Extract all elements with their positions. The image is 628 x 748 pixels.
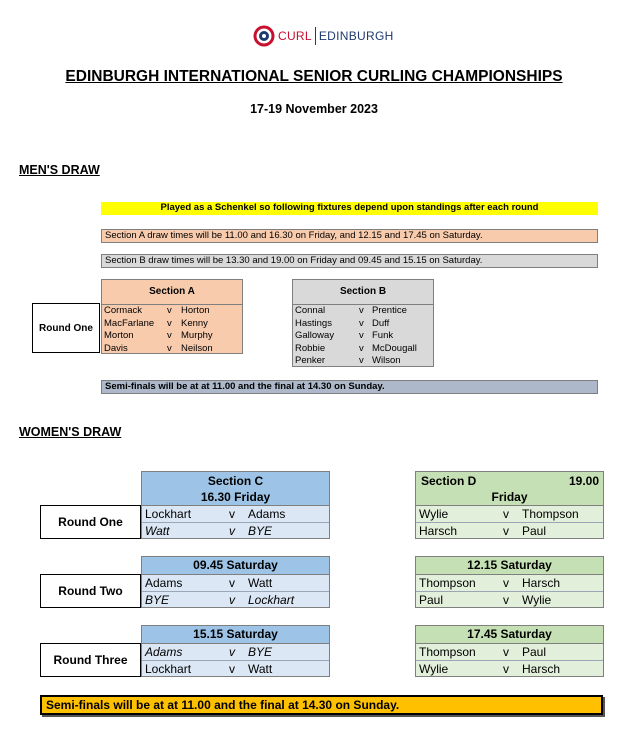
section-c-title: Section C	[207, 474, 264, 488]
section-d-round-three-time: 17.45 Saturday	[416, 626, 603, 644]
page-title: EDINBURGH INTERNATIONAL SENIOR CURLING CHAMPIONSHIPS	[65, 68, 563, 85]
team-home: Wylie	[419, 507, 449, 521]
womens-section-c-round-three	[141, 625, 330, 677]
versus: v	[359, 330, 364, 341]
womens-section-d-round-one	[415, 471, 604, 539]
team-home: Connal	[295, 305, 326, 316]
logo-divider	[315, 27, 316, 45]
versus: v	[167, 305, 172, 316]
team-home: Cormack	[104, 305, 143, 316]
section-c-round-two-time: 09.45 Saturday	[142, 557, 329, 575]
section-c-header	[142, 472, 329, 506]
team-away: Neilson	[181, 342, 213, 354]
table-row	[142, 644, 329, 661]
womens-section-c-round-two	[141, 556, 330, 608]
table-row	[416, 523, 603, 540]
mens-section-a-table	[101, 279, 243, 354]
team-away: Watt	[248, 576, 273, 590]
team-away: Adams	[248, 507, 286, 521]
versus: v	[229, 593, 235, 607]
womens-semis-note: Semi-finals will be at at 11.00 and the final at 14.30 on Sunday.	[40, 695, 603, 715]
curling-target-icon	[253, 25, 275, 47]
team-home: Lockhart	[145, 662, 192, 676]
team-home: Watt	[145, 524, 170, 538]
team-home: MacFarlane	[104, 317, 155, 329]
team-home: Morton	[104, 330, 134, 341]
versus: v	[503, 524, 509, 538]
womens-section-d-round-two	[415, 556, 604, 608]
table-row	[416, 575, 603, 592]
mens-section-b-table	[292, 279, 434, 367]
team-away: Murphy	[181, 330, 213, 341]
table-row	[293, 343, 433, 356]
table-row	[142, 523, 329, 540]
team-home: Davis	[104, 342, 128, 354]
table-row	[142, 575, 329, 592]
team-home: Lockhart	[145, 507, 192, 521]
mens-semis-note: Semi-finals will be at at 11.00 and the final at 14.30 on Sunday.	[101, 380, 598, 394]
table-row	[142, 592, 329, 609]
team-home: Harsch	[419, 524, 458, 538]
team-away: Harsch	[522, 576, 561, 590]
versus: v	[359, 317, 364, 329]
schenkel-note: Played as a Schenkel so following fixtures depend upon standings after each round	[101, 202, 598, 215]
mens-draw-heading: MEN'S DRAW	[19, 163, 100, 177]
table-row	[102, 343, 242, 356]
table-row	[293, 305, 433, 318]
section-a-title: Section A	[102, 280, 242, 305]
team-home: Thompson	[419, 576, 476, 590]
team-home: Thompson	[419, 645, 476, 659]
section-d-time: 19.00	[568, 474, 599, 488]
team-away: BYE	[248, 524, 273, 538]
team-home: Penker	[295, 355, 326, 366]
team-away: Funk	[372, 330, 394, 341]
section-d-header	[416, 472, 603, 506]
team-home: Galloway	[295, 330, 335, 341]
team-home: BYE	[145, 593, 170, 607]
table-row	[142, 661, 329, 678]
versus: v	[359, 355, 364, 366]
versus: v	[503, 662, 509, 676]
team-home: Paul	[419, 593, 444, 607]
team-away: Thompson	[522, 507, 579, 521]
section-a-times-note: Section A draw times will be 11.00 and 16.30 on Friday, and 12.15 and 17.45 on Saturday.	[101, 229, 598, 243]
womens-round-two-label: Round Two	[40, 574, 141, 608]
logo-text-edinburgh: EDINBURGH	[318, 29, 394, 43]
team-away: Prentice	[372, 305, 407, 316]
section-d-round-two-time: 12.15 Saturday	[416, 557, 603, 575]
versus: v	[229, 576, 235, 590]
section-c-round-three-time: 15.15 Saturday	[142, 626, 329, 644]
event-dates: 17-19 November 2023	[250, 102, 378, 116]
team-away: Lockhart	[248, 593, 295, 607]
table-row	[102, 318, 242, 331]
table-row	[293, 330, 433, 343]
table-row	[293, 355, 433, 368]
versus: v	[167, 330, 172, 341]
table-row	[416, 592, 603, 609]
table-row	[102, 305, 242, 318]
section-c-time: 16.30 Friday	[200, 490, 271, 504]
versus: v	[167, 317, 172, 329]
versus: v	[359, 342, 364, 354]
versus: v	[503, 645, 509, 659]
logo-text-curl: CURL	[278, 29, 312, 43]
team-away: Horton	[181, 305, 210, 316]
team-away: Harsch	[522, 662, 561, 676]
section-b-title: Section B	[293, 280, 433, 305]
womens-section-d-round-three	[415, 625, 604, 677]
team-away: Paul	[522, 524, 547, 538]
versus: v	[167, 342, 172, 354]
team-away: Duff	[372, 317, 390, 329]
versus: v	[229, 507, 235, 521]
team-home: Robbie	[295, 342, 326, 354]
team-away: Kenny	[181, 317, 208, 329]
versus: v	[503, 576, 509, 590]
table-row	[102, 330, 242, 343]
womens-section-c-round-one	[141, 471, 330, 539]
team-away: Wylie	[522, 593, 552, 607]
versus: v	[503, 507, 509, 521]
team-home: Wylie	[419, 662, 449, 676]
table-row	[142, 506, 329, 523]
mens-round-one-label: Round One	[32, 303, 100, 353]
team-away: McDougall	[372, 342, 417, 354]
table-row	[416, 661, 603, 678]
team-home: Adams	[145, 576, 183, 590]
team-home: Adams	[145, 645, 183, 659]
versus: v	[503, 593, 509, 607]
versus: v	[229, 645, 235, 659]
womens-draw-heading: WOMEN'S DRAW	[19, 425, 122, 439]
table-row	[416, 644, 603, 661]
team-away: BYE	[248, 645, 273, 659]
section-d-day: Friday	[491, 490, 528, 504]
versus: v	[229, 662, 235, 676]
table-row	[416, 506, 603, 523]
table-row	[293, 318, 433, 331]
team-away: Watt	[248, 662, 273, 676]
section-d-title: Section D	[421, 474, 477, 488]
team-away: Paul	[522, 645, 547, 659]
section-b-times-note: Section B draw times will be 13.30 and 19.00 on Friday and 09.45 and 15.15 on Saturday.	[101, 254, 598, 268]
team-home: Hastings	[295, 317, 332, 329]
womens-round-three-label: Round Three	[40, 643, 141, 677]
curl-edinburgh-logo	[253, 24, 394, 48]
versus: v	[229, 524, 235, 538]
versus: v	[359, 305, 364, 316]
womens-round-one-label: Round One	[40, 505, 141, 539]
team-away: Wilson	[372, 355, 401, 366]
